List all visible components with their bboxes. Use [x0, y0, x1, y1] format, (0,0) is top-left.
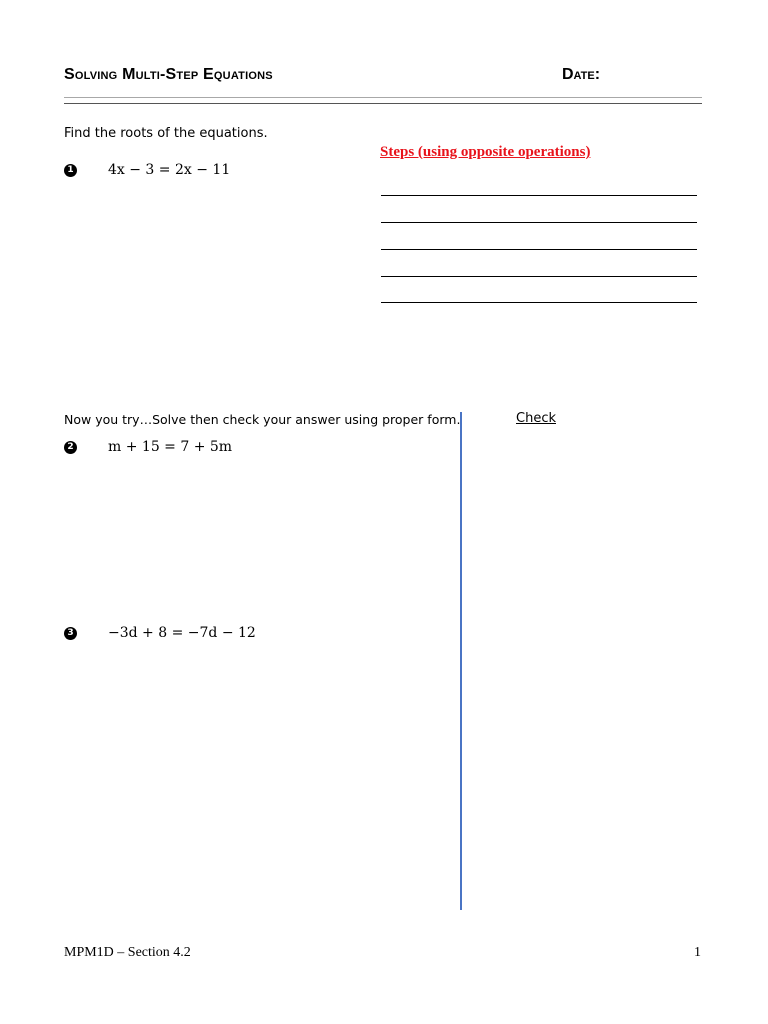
equation-3: −3d + 8 = −7d − 12 [108, 625, 256, 641]
column-divider [460, 412, 462, 910]
equation-1: 4x − 3 = 2x − 11 [108, 162, 231, 178]
equation-2: m + 15 = 7 + 5m [108, 439, 233, 455]
steps-heading: Steps (using opposite operations) [380, 144, 591, 160]
check-label: Check [516, 411, 556, 426]
instruction-find-roots: Find the roots of the equations. [64, 126, 268, 141]
date-label: Date: [562, 66, 601, 83]
question-number-3: 3 [64, 627, 77, 640]
footer-course-label: MPM1D – Section 4.2 [64, 945, 191, 960]
page-number: 1 [694, 945, 701, 960]
instruction-now-you-try: Now you try…Solve then check your answer using proper form. [64, 412, 461, 427]
answer-line [381, 249, 697, 250]
answer-line [381, 195, 697, 196]
header-rule-top [64, 97, 702, 98]
answer-line [381, 222, 697, 223]
answer-line [381, 276, 697, 277]
page-title: Solving Multi-Step Equations [64, 66, 273, 83]
question-number-2: 2 [64, 441, 77, 454]
question-number-1: 1 [64, 164, 77, 177]
answer-line [381, 302, 697, 303]
header-rule-bottom [64, 103, 702, 104]
